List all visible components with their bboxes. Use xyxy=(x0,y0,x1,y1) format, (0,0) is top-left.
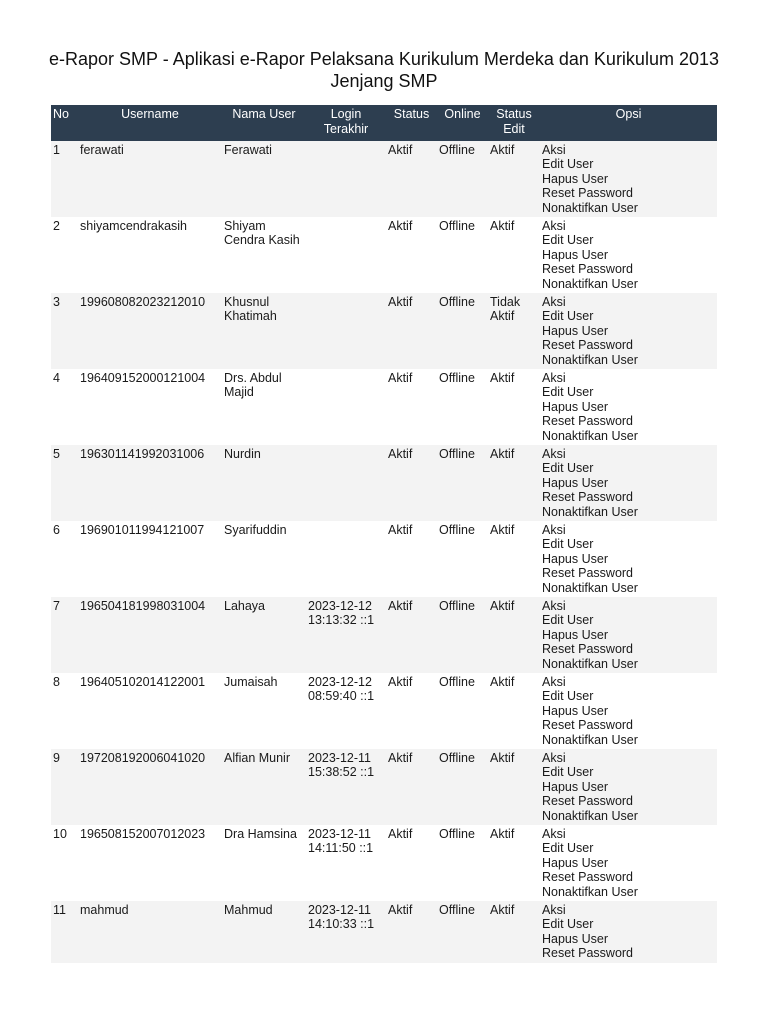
cell-online: Offline xyxy=(437,217,488,293)
opsi-edit-user[interactable]: Edit User xyxy=(542,917,594,932)
cell-status-edit: Aktif xyxy=(488,749,540,825)
opsi-edit-user[interactable]: Edit User xyxy=(542,233,594,248)
cell-opsi xyxy=(540,445,717,521)
cell-username: 197208192006041020 xyxy=(78,749,222,825)
opsi-nonaktifkan-user[interactable]: Nonaktifkan User xyxy=(542,580,638,595)
cell-status: Aktif xyxy=(386,901,437,963)
table-row xyxy=(51,369,717,445)
page-title: e-Rapor SMP - Aplikasi e-Rapor Pelaksana Kurikulum Merdeka dan Kurikulum 2013 Jenjang SMP xyxy=(49,49,719,91)
cell-no: 1 xyxy=(51,141,78,217)
cell-no: 6 xyxy=(51,521,78,597)
opsi-reset-password[interactable]: Reset Password xyxy=(542,490,634,505)
cell-online: Offline xyxy=(437,293,488,369)
opsi-edit-user[interactable]: Edit User xyxy=(542,537,594,552)
header-opsi: Opsi xyxy=(540,105,717,141)
header-no: No xyxy=(51,105,78,141)
opsi-nonaktifkan-user[interactable]: Nonaktifkan User xyxy=(542,884,638,899)
cell-opsi xyxy=(540,217,717,293)
cell-username: 199608082023212010 xyxy=(78,293,222,369)
cell-online: Offline xyxy=(437,369,488,445)
opsi-aksi[interactable]: Aksi xyxy=(542,295,566,309)
opsi-reset-password[interactable]: Reset Password xyxy=(542,566,634,581)
cell-nama-user: Alfian Munir xyxy=(222,749,306,825)
cell-online: Offline xyxy=(437,445,488,521)
table-row xyxy=(51,141,717,217)
cell-online: Offline xyxy=(437,673,488,749)
cell-login-terakhir: 2023-12-11 14:11:50 ::1 xyxy=(306,825,386,901)
cell-login-terakhir xyxy=(306,217,386,293)
cell-status-edit: Aktif xyxy=(488,445,540,521)
cell-nama-user: Khusnul Khatimah xyxy=(222,293,306,369)
cell-opsi xyxy=(540,369,717,445)
user-table xyxy=(51,105,717,963)
cell-username: mahmud xyxy=(78,901,222,963)
cell-no: 5 xyxy=(51,445,78,521)
opsi-edit-user[interactable]: Edit User xyxy=(542,613,594,628)
opsi-reset-password[interactable]: Reset Password xyxy=(542,338,634,353)
cell-nama-user: Lahaya xyxy=(222,597,306,673)
cell-no: 7 xyxy=(51,597,78,673)
opsi-nonaktifkan-user[interactable]: Nonaktifkan User xyxy=(542,352,638,367)
cell-status-edit: Aktif xyxy=(488,369,540,445)
table-row xyxy=(51,673,717,749)
cell-login-terakhir: 2023-12-12 08:59:40 ::1 xyxy=(306,673,386,749)
cell-status: Aktif xyxy=(386,445,437,521)
opsi-reset-password[interactable]: Reset Password xyxy=(542,642,634,657)
opsi-reset-password[interactable]: Reset Password xyxy=(542,794,634,809)
cell-opsi xyxy=(540,293,717,369)
table-row xyxy=(51,445,717,521)
opsi-reset-password[interactable]: Reset Password xyxy=(542,870,634,885)
cell-status-edit: Aktif xyxy=(488,901,540,963)
opsi-edit-user[interactable]: Edit User xyxy=(542,765,594,780)
cell-nama-user: Jumaisah xyxy=(222,673,306,749)
cell-opsi xyxy=(540,141,717,217)
table-header xyxy=(51,105,717,141)
cell-opsi xyxy=(540,597,717,673)
opsi-aksi[interactable]: Aksi xyxy=(542,219,566,233)
header-status-edit: Status Edit xyxy=(488,105,540,141)
cell-online: Offline xyxy=(437,825,488,901)
opsi-reset-password[interactable]: Reset Password xyxy=(542,718,634,733)
opsi-hapus-user[interactable]: Hapus User xyxy=(542,171,608,186)
opsi-hapus-user[interactable]: Hapus User xyxy=(542,247,608,262)
cell-nama-user: Shiyam Cendra Kasih xyxy=(222,217,306,293)
table-row xyxy=(51,597,717,673)
cell-status: Aktif xyxy=(386,293,437,369)
cell-status: Aktif xyxy=(386,597,437,673)
header-status: Status xyxy=(386,105,437,141)
cell-opsi xyxy=(540,521,717,597)
cell-username: 196301141992031006 xyxy=(78,445,222,521)
header-nama-user: Nama User xyxy=(222,105,306,141)
opsi-aksi[interactable]: Aksi xyxy=(542,675,566,689)
cell-no: 4 xyxy=(51,369,78,445)
opsi-hapus-user[interactable]: Hapus User xyxy=(542,855,608,870)
opsi-nonaktifkan-user[interactable]: Nonaktifkan User xyxy=(542,200,638,215)
cell-opsi xyxy=(540,901,717,963)
opsi-aksi[interactable]: Aksi xyxy=(542,523,566,537)
opsi-edit-user[interactable]: Edit User xyxy=(542,385,594,400)
opsi-nonaktifkan-user[interactable]: Nonaktifkan User xyxy=(542,276,638,291)
cell-nama-user: Nurdin xyxy=(222,445,306,521)
cell-status: Aktif xyxy=(386,749,437,825)
table-row xyxy=(51,521,717,597)
opsi-reset-password[interactable]: Reset Password xyxy=(542,186,634,201)
cell-no: 8 xyxy=(51,673,78,749)
cell-login-terakhir xyxy=(306,521,386,597)
opsi-reset-password[interactable]: Reset Password xyxy=(542,946,634,961)
opsi-edit-user[interactable]: Edit User xyxy=(542,157,594,172)
cell-username: 196405102014122001 xyxy=(78,673,222,749)
cell-no: 3 xyxy=(51,293,78,369)
opsi-nonaktifkan-user[interactable]: Nonaktifkan User xyxy=(542,504,638,519)
cell-login-terakhir: 2023-12-11 15:38:52 ::1 xyxy=(306,749,386,825)
opsi-edit-user[interactable]: Edit User xyxy=(542,689,594,704)
cell-login-terakhir xyxy=(306,445,386,521)
cell-status: Aktif xyxy=(386,825,437,901)
cell-no: 11 xyxy=(51,901,78,963)
cell-login-terakhir xyxy=(306,369,386,445)
opsi-aksi[interactable]: Aksi xyxy=(542,599,566,613)
header-online: Online xyxy=(437,105,488,141)
cell-nama-user: Drs. Abdul Majid xyxy=(222,369,306,445)
opsi-nonaktifkan-user[interactable]: Nonaktifkan User xyxy=(542,808,638,823)
opsi-nonaktifkan-user[interactable]: Nonaktifkan User xyxy=(542,428,638,443)
opsi-hapus-user[interactable]: Hapus User xyxy=(542,551,608,566)
opsi-aksi[interactable]: Aksi xyxy=(542,447,566,461)
cell-opsi xyxy=(540,749,717,825)
opsi-nonaktifkan-user[interactable]: Nonaktifkan User xyxy=(542,656,638,671)
cell-status: Aktif xyxy=(386,369,437,445)
opsi-hapus-user[interactable]: Hapus User xyxy=(542,779,608,794)
cell-no: 9 xyxy=(51,749,78,825)
cell-no: 10 xyxy=(51,825,78,901)
cell-status-edit: Aktif xyxy=(488,597,540,673)
opsi-hapus-user[interactable]: Hapus User xyxy=(542,931,608,946)
cell-login-terakhir xyxy=(306,293,386,369)
opsi-nonaktifkan-user[interactable]: Nonaktifkan User xyxy=(542,732,638,747)
cell-status: Aktif xyxy=(386,141,437,217)
cell-nama-user: Mahmud xyxy=(222,901,306,963)
opsi-aksi[interactable]: Aksi xyxy=(542,751,566,765)
cell-username: 196409152000121004 xyxy=(78,369,222,445)
table-row xyxy=(51,825,717,901)
cell-online: Offline xyxy=(437,141,488,217)
opsi-hapus-user[interactable]: Hapus User xyxy=(542,399,608,414)
cell-status-edit: Aktif xyxy=(488,825,540,901)
cell-online: Offline xyxy=(437,749,488,825)
cell-no: 2 xyxy=(51,217,78,293)
cell-online: Offline xyxy=(437,597,488,673)
cell-nama-user: Ferawati xyxy=(222,141,306,217)
cell-username: 196508152007012023 xyxy=(78,825,222,901)
cell-nama-user: Syarifuddin xyxy=(222,521,306,597)
opsi-hapus-user[interactable]: Hapus User xyxy=(542,703,608,718)
cell-username: 196901011994121007 xyxy=(78,521,222,597)
opsi-edit-user[interactable]: Edit User xyxy=(542,461,594,476)
header-username: Username xyxy=(78,105,222,141)
cell-online: Offline xyxy=(437,521,488,597)
cell-login-terakhir xyxy=(306,141,386,217)
cell-nama-user: Dra Hamsina xyxy=(222,825,306,901)
opsi-edit-user[interactable]: Edit User xyxy=(542,309,594,324)
cell-status-edit: Aktif xyxy=(488,141,540,217)
cell-status-edit: Aktif xyxy=(488,217,540,293)
cell-status: Aktif xyxy=(386,521,437,597)
cell-login-terakhir: 2023-12-12 13:13:32 ::1 xyxy=(306,597,386,673)
table-row xyxy=(51,217,717,293)
opsi-reset-password[interactable]: Reset Password xyxy=(542,414,634,429)
opsi-aksi[interactable]: Aksi xyxy=(542,371,566,385)
cell-status: Aktif xyxy=(386,217,437,293)
cell-status-edit: Aktif xyxy=(488,521,540,597)
cell-online: Offline xyxy=(437,901,488,963)
opsi-aksi[interactable]: Aksi xyxy=(542,827,566,841)
table-row xyxy=(51,293,717,369)
opsi-hapus-user[interactable]: Hapus User xyxy=(542,323,608,338)
table-row xyxy=(51,749,717,825)
header-login-terakhir: Login Terakhir xyxy=(306,105,386,141)
cell-username: ferawati xyxy=(78,141,222,217)
cell-opsi xyxy=(540,825,717,901)
cell-status-edit: Aktif xyxy=(488,673,540,749)
cell-username: shiyamcendrakasih xyxy=(78,217,222,293)
cell-status-edit: Tidak Aktif xyxy=(488,293,540,369)
opsi-aksi[interactable]: Aksi xyxy=(542,903,566,917)
user-table-container xyxy=(51,105,717,963)
table-row xyxy=(51,901,717,963)
opsi-aksi[interactable]: Aksi xyxy=(542,143,566,157)
cell-opsi xyxy=(540,673,717,749)
cell-status: Aktif xyxy=(386,673,437,749)
opsi-hapus-user[interactable]: Hapus User xyxy=(542,475,608,490)
cell-username: 196504181998031004 xyxy=(78,597,222,673)
opsi-hapus-user[interactable]: Hapus User xyxy=(542,627,608,642)
opsi-reset-password[interactable]: Reset Password xyxy=(542,262,634,277)
cell-login-terakhir: 2023-12-11 14:10:33 ::1 xyxy=(306,901,386,963)
opsi-edit-user[interactable]: Edit User xyxy=(542,841,594,856)
table-body xyxy=(51,141,717,963)
